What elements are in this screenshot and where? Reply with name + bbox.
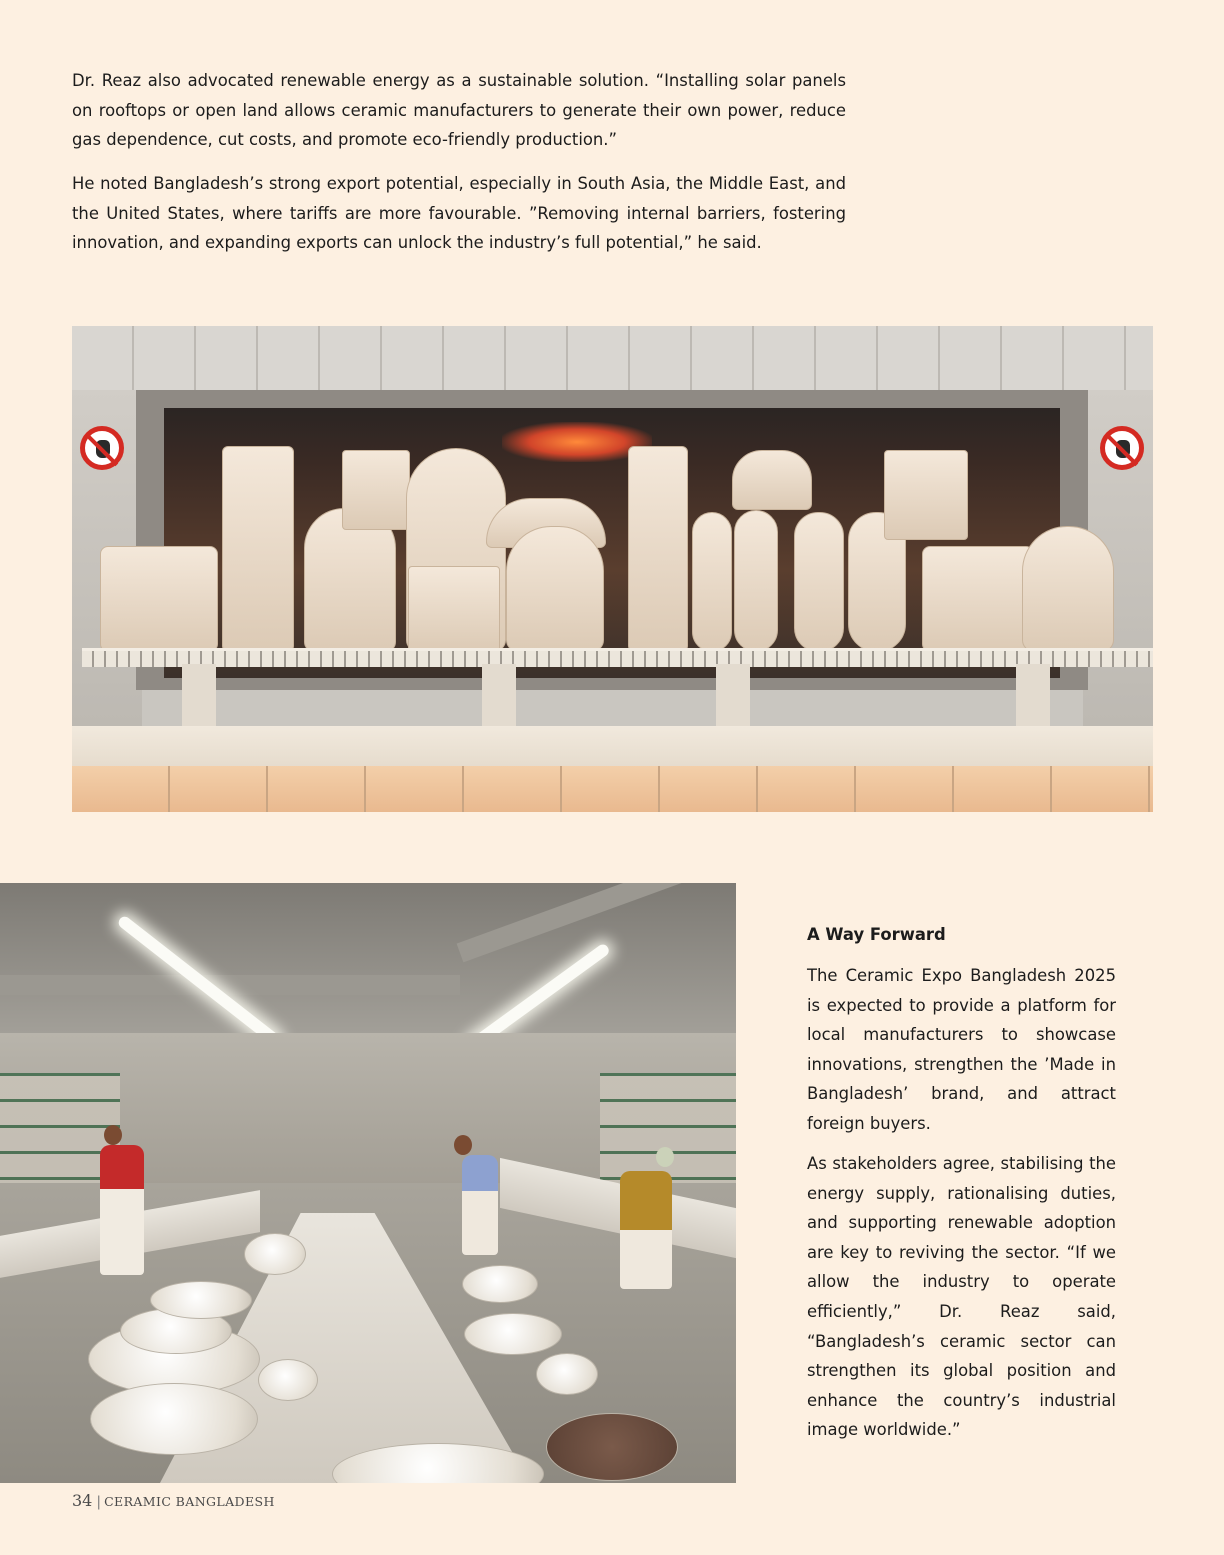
ceramic-bowl [536, 1353, 598, 1395]
toilet-seat [692, 512, 732, 652]
plaster-mould [546, 1413, 678, 1481]
ceramic-plate [462, 1265, 538, 1303]
worker [100, 1145, 144, 1275]
workshop-photo [0, 883, 736, 1483]
article-paragraph-1: Dr. Reaz also advocated renewable energy as a sustainable solution. “Installing solar panels on rooftops or open land allows ceramic manufacturers to generate their own power, reduce gas dependence, cut costs, and promote eco-friendly production.” [72, 71, 846, 150]
ceramic-bowl [258, 1359, 318, 1401]
basin-pedestal [628, 446, 688, 652]
kiln-wall-tiles [72, 326, 1153, 390]
toilet-cistern [100, 546, 218, 652]
toilet-seat [794, 512, 844, 652]
worker-head [454, 1135, 472, 1155]
toilet-bowl [506, 526, 604, 652]
publication-name: CERAMIC BANGLADESH [104, 1494, 275, 1509]
article-paragraph-2: He noted Bangladesh’s strong export potential, especially in South Asia, the Middle East, and the United States, where tariffs are more favourable. ”Removing internal barriers, fostering innovation, and expanding exports can unlock the industry’s full potential,” he said. [72, 174, 846, 253]
section-paragraph-1: The Ceramic Expo Bangladesh 2025 is expected to provide a platform for local manufacturers to showcase innovations, strengthen the ’Made in Bangladesh’ brand, and attract foreign buyers. [807, 966, 1116, 1133]
toilet-bowl [1022, 526, 1114, 652]
kiln-car-post [182, 664, 216, 730]
workshop-ceiling [0, 883, 736, 1033]
worker-head [656, 1147, 674, 1167]
section-heading: A Way Forward [807, 925, 946, 944]
ceramic-plate [90, 1383, 258, 1455]
wash-basin [732, 450, 812, 510]
toilet-cistern [342, 450, 410, 530]
worker [620, 1171, 672, 1289]
worker-head [104, 1125, 122, 1145]
toilet-cistern [922, 546, 1034, 652]
ceramic-plate [244, 1233, 306, 1275]
ceramic-plate [150, 1281, 252, 1319]
page-footer [72, 1489, 275, 1514]
kiln-car-base [72, 726, 1153, 766]
footer-separator: | [96, 1494, 102, 1510]
ceiling-beam [0, 975, 460, 995]
ceramic-plate [464, 1313, 562, 1355]
kiln-car-post [716, 664, 750, 730]
kiln-photo [72, 326, 1153, 812]
kiln-car-post [482, 664, 516, 730]
basin-pedestal [222, 446, 294, 652]
worker [462, 1155, 498, 1255]
page-number: 34 [72, 1491, 93, 1510]
toilet-seat [734, 510, 778, 652]
kiln-car-bricks [72, 766, 1153, 812]
kiln-car-shelf [82, 648, 1153, 667]
no-entry-sign-icon [80, 426, 124, 470]
kiln-car-post [1016, 664, 1050, 730]
toilet-cistern [884, 450, 968, 540]
no-entry-sign-icon [1100, 426, 1144, 470]
kiln-stand [408, 566, 500, 652]
section-paragraph-2: As stakeholders agree, stabilising the energy supply, rationalising duties, and supporting renewable adoption are key to reviving the sector. “If we allow the industry to operate efficiently,” Dr. Reaz said, “Bangladesh’s ceramic sector can strengthen its global position and enhance the country’s industrial image worldwide.” [807, 1154, 1116, 1440]
